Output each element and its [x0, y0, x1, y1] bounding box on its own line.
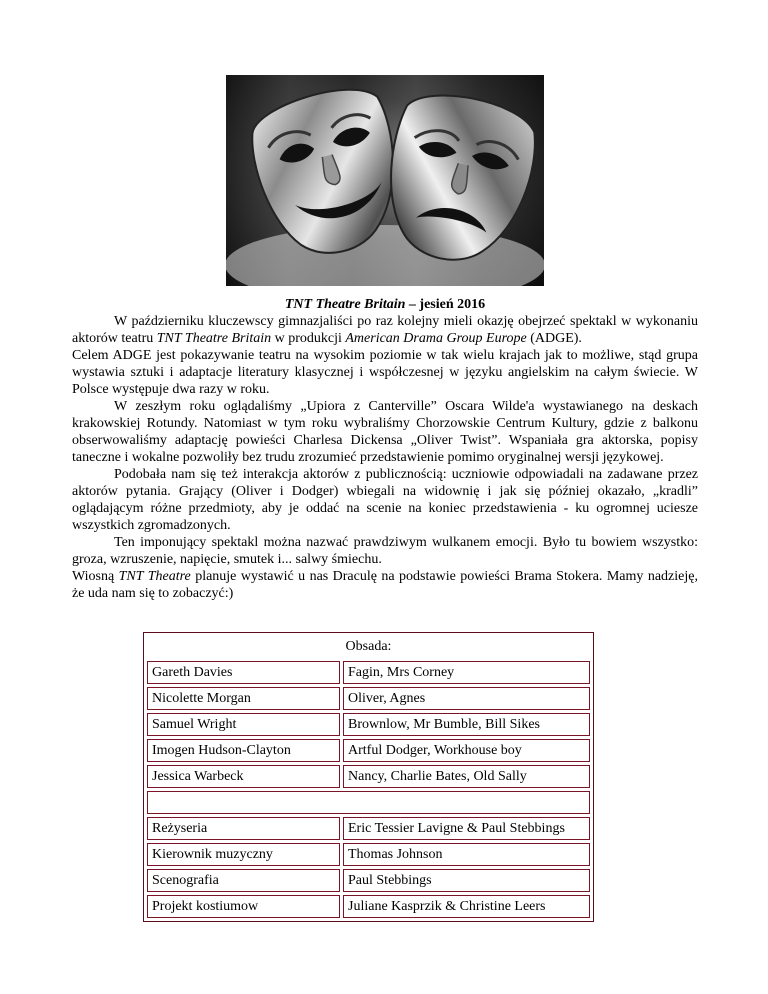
paragraph-1-tnt: TNT Theatre Britain — [156, 331, 272, 346]
article-title — [72, 296, 698, 313]
crew-person: Juliane Kasprzik & Christine Leers — [343, 895, 590, 918]
actor-role: Artful Dodger, Workhouse boy — [343, 739, 590, 762]
paragraph-3: W zeszłym roku oglądaliśmy „Upiora z Canterville” Oscara Wilde'a wystawianego na deskach krakowskiej Rotundy. Natomiast w tym roku wybraliśmy Chorzowskie Centrum Kultury, gdzie z balkonu obserwowaliśmy adaptację powieści Charlesa Dickensa „Oliver Twist”. Wspaniała gra aktorska, popisy taneczne i wokalne pozwoliły bez trudu zrozumieć przedstawienie pomimo oryginalnej wersji językowej. — [72, 399, 698, 465]
actor-role: Nancy, Charlie Bates, Old Sally — [343, 765, 590, 788]
actor-role: Oliver, Agnes — [343, 687, 590, 710]
crew-function: Projekt kostiumow — [147, 895, 340, 918]
table-separator-row — [147, 791, 590, 814]
table-row — [147, 869, 590, 892]
article — [72, 296, 698, 602]
separator-cell — [147, 791, 590, 814]
table-row — [147, 661, 590, 684]
paragraph-1-adge: American Drama Group Europe — [345, 331, 527, 346]
table-row — [147, 739, 590, 762]
table-row — [147, 713, 590, 736]
paragraph-6-text-b: planuje wystawić u nas Draculę na podstawie powieści Brama Stokera. Mamy nadzieję, że uda nam się to zobaczyć:) — [72, 569, 698, 601]
crew-function: Reżyseria — [147, 817, 340, 840]
actor-role: Fagin, Mrs Corney — [343, 661, 590, 684]
cast-header: Obsada: — [345, 639, 392, 654]
paragraph-2: Celem ADGE jest pokazywanie teatru na wysokim poziomie w tak wielu krajach jak to możliwe, stąd grupa wystawia sztuki i adaptacje literatury klasycznej i współczesnej w języku angielskim na całym świecie. W Polsce występuje dwa razy w roku. — [72, 348, 698, 397]
paragraph-5: Ten imponujący spektakl można nazwać prawdziwym wulkanem emocji. Było tu bowiem wszystko: groza, wzruszenie, napięcie, smutek i... salwy śmiechu. — [72, 535, 698, 567]
theatre-masks-image — [226, 75, 544, 286]
paragraph-6-tnt: TNT Theatre — [118, 569, 191, 584]
paragraph-1-text-c: (ADGE). — [526, 331, 582, 346]
paragraph-1-text-b: w produkcji — [271, 331, 346, 346]
crew-function: Scenografia — [147, 869, 340, 892]
title-company: TNT Theatre Britain — [284, 297, 406, 312]
title-season: – jesień 2016 — [405, 297, 486, 312]
table-row — [147, 843, 590, 866]
table-row — [147, 765, 590, 788]
actor-name: Nicolette Morgan — [147, 687, 340, 710]
crew-person: Paul Stebbings — [343, 869, 590, 892]
paragraph-4: Podobała nam się też interakcja aktorów z publicznością: uczniowie odpowiadali na zadawane przez aktorów pytania. Grający (Oliver i Dodger) wbiegali na widownię i jak się później okazało, „kradli” oglądającym różne przedmioty, aby je oddać na scenie na koniec przedstawienia - ku ogromnej uciesze wszystkich zgromadzonych. — [72, 467, 698, 533]
table-row — [147, 895, 590, 918]
cast-table — [143, 632, 594, 922]
actor-role: Brownlow, Mr Bumble, Bill Sikes — [343, 713, 590, 736]
actor-name: Gareth Davies — [147, 661, 340, 684]
paragraph-6 — [72, 568, 698, 602]
crew-person: Eric Tessier Lavigne & Paul Stebbings — [343, 817, 590, 840]
table-row — [147, 687, 590, 710]
crew-function: Kierownik muzyczny — [147, 843, 340, 866]
crew-person: Thomas Johnson — [343, 843, 590, 866]
table-row — [147, 817, 590, 840]
actor-name: Imogen Hudson-Clayton — [147, 739, 340, 762]
paragraph-1 — [72, 313, 698, 347]
paragraph-6-text-a: Wiosną — [72, 569, 119, 584]
actor-name: Jessica Warbeck — [147, 765, 340, 788]
paragraph-1-text-a: W październiku kluczewscy gimnazjaliści po raz kolejny mieli okazję obejrzeć spektakl w wykonaniu aktorów teatru — [72, 314, 698, 346]
actor-name: Samuel Wright — [147, 713, 340, 736]
